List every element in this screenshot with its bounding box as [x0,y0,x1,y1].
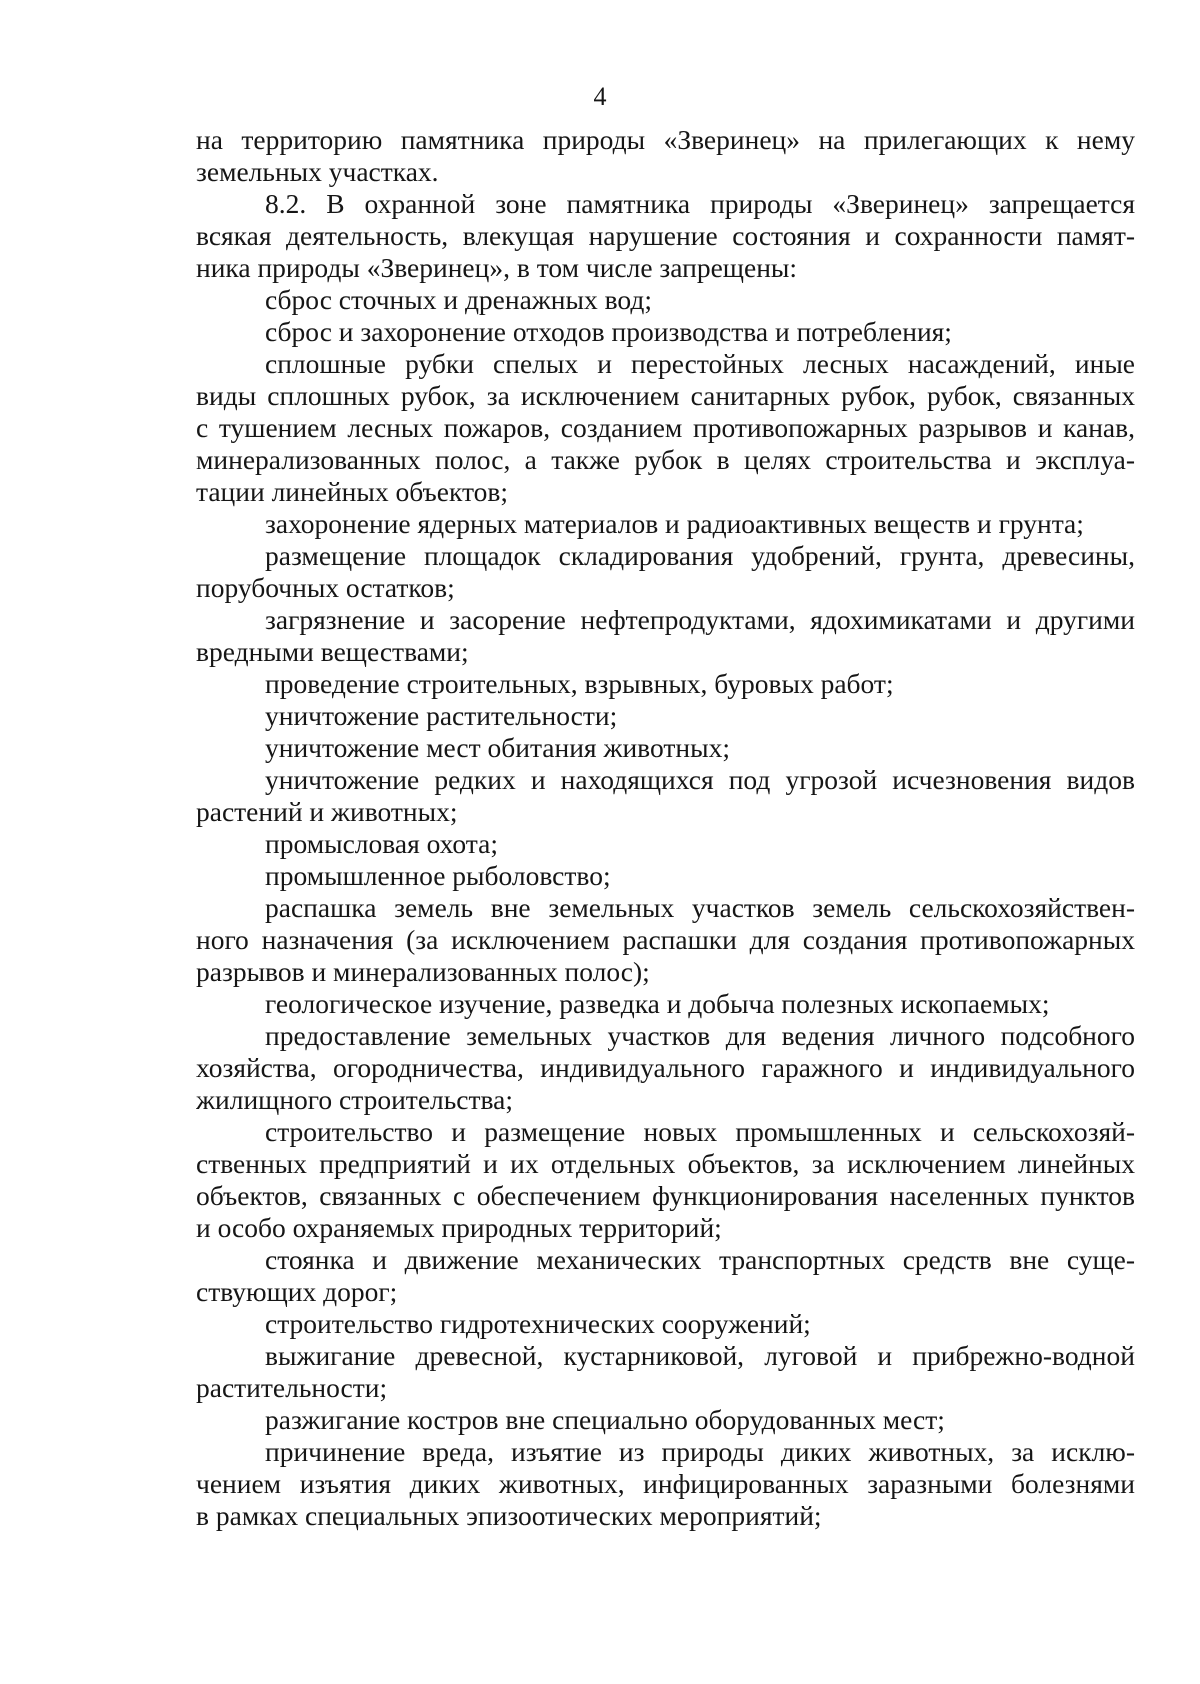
text-line: на территорию памятника природы «Зверинец» на прилегающих к нему [196,124,1135,155]
text-line: строительство гидротехнических сооружений; [265,1308,811,1339]
text-line: растительности; [196,1372,388,1403]
text-line: тации линейных объектов; [196,476,508,507]
text-line: загрязнение и засорение нефтепродуктами, ядохимикатами и другими [265,604,1135,635]
paragraph-item-18 [196,1308,1135,1340]
paragraph-item-15 [196,1020,1135,1116]
text-line: уничтожение редких и находящихся под угрозой исчезновения видов [265,764,1135,795]
text-line: строительство и размещение новых промышленных и сельскохозяй- [265,1116,1135,1147]
text-line: виды сплошных рубок, за исключением санитарных рубок, рубок, связанных [196,380,1135,411]
text-line: уничтожение мест обитания животных; [265,732,730,763]
text-line: растений и животных; [196,796,458,827]
paragraph-clause-8-2 [196,188,1135,284]
paragraph-item-10 [196,764,1135,828]
text-line: ника природы «Зверинец», в том числе запрещены: [196,252,798,283]
text-line: выжигание древесной, кустарниковой, луговой и прибрежно-водной [265,1340,1135,1371]
text-line: земельных участках. [196,156,439,187]
text-line: порубочных остатков; [196,572,455,603]
text-line: геологическое изучение, разведка и добыча полезных ископаемых; [265,988,1050,1019]
text-line: предоставление земельных участков для ведения личного подсобного [265,1020,1135,1051]
paragraph-continuation [196,124,1135,188]
text-line: захоронение ядерных материалов и радиоактивных веществ и грунта; [265,508,1084,539]
paragraph-item-3 [196,348,1135,508]
text-line: чением изъятия диких животных, инфицированных заразными болезнями [196,1468,1135,1499]
text-line: разрывов и минерализованных полос); [196,956,650,987]
text-line: причинение вреда, изъятие из природы диких животных, за исклю- [265,1436,1135,1467]
text-line: хозяйства, огородничества, индивидуального гаражного и индивидуального [196,1052,1135,1083]
paragraph-item-7 [196,668,1135,700]
text-line: жилищного строительства; [196,1084,513,1115]
text-line: промысловая охота; [265,828,498,859]
text-line: уничтожение растительности; [265,700,618,731]
text-line: минерализованных полос, а также рубок в целях строительства и эксплуа- [196,444,1135,475]
paragraph-item-1 [196,284,1135,316]
paragraph-item-2 [196,316,1135,348]
text-line: всякая деятельность, влекущая нарушение состояния и сохранности памят- [196,220,1135,251]
text-line: ного назначения (за исключением распашки для создания противопожарных [196,924,1135,955]
paragraph-item-5 [196,540,1135,604]
paragraph-item-8 [196,700,1135,732]
text-line: 8.2. В охранной зоне памятника природы «Зверинец» запрещается [265,188,1135,219]
text-line: проведение строительных, взрывных, буровых работ; [265,668,894,699]
text-line: объектов, связанных с обеспечением функционирования населенных пунктов [196,1180,1135,1211]
paragraph-item-12 [196,860,1135,892]
paragraph-item-21 [196,1436,1135,1532]
text-line: вредными веществами; [196,636,469,667]
text-line: сброс сточных и дренажных вод; [265,284,653,315]
text-line: сплошные рубки спелых и перестойных лесных насаждений, иные [265,348,1135,379]
paragraph-item-14 [196,988,1135,1020]
paragraph-item-19 [196,1340,1135,1404]
paragraph-item-11 [196,828,1135,860]
paragraph-item-13 [196,892,1135,988]
text-line: ствующих дорог; [196,1276,398,1307]
text-line: и особо охраняемых природных территорий; [196,1212,722,1243]
page-number: 4 [593,82,607,111]
paragraph-item-16 [196,1116,1135,1244]
paragraph-item-6 [196,604,1135,668]
text-line: стоянка и движение механических транспортных средств вне суще- [265,1244,1135,1275]
paragraph-item-17 [196,1244,1135,1308]
text-line: с тушением лесных пожаров, созданием противопожарных разрывов и канав, [196,412,1135,443]
paragraph-item-20 [196,1404,1135,1436]
document-body [196,124,1135,1532]
text-line: в рамках специальных эпизоотических мероприятий; [196,1500,822,1531]
text-line: разжигание костров вне специально оборудованных мест; [265,1404,945,1435]
paragraph-item-9 [196,732,1135,764]
text-line: размещение площадок складирования удобрений, грунта, древесины, [265,540,1135,571]
text-line: промышленное рыболовство; [265,860,611,891]
text-line: сброс и захоронение отходов производства и потребления; [265,316,952,347]
text-line: ственных предприятий и их отдельных объектов, за исключением линейных [196,1148,1135,1179]
text-line: распашка земель вне земельных участков земель сельскохозяйствен- [265,892,1135,923]
paragraph-item-4 [196,508,1135,540]
